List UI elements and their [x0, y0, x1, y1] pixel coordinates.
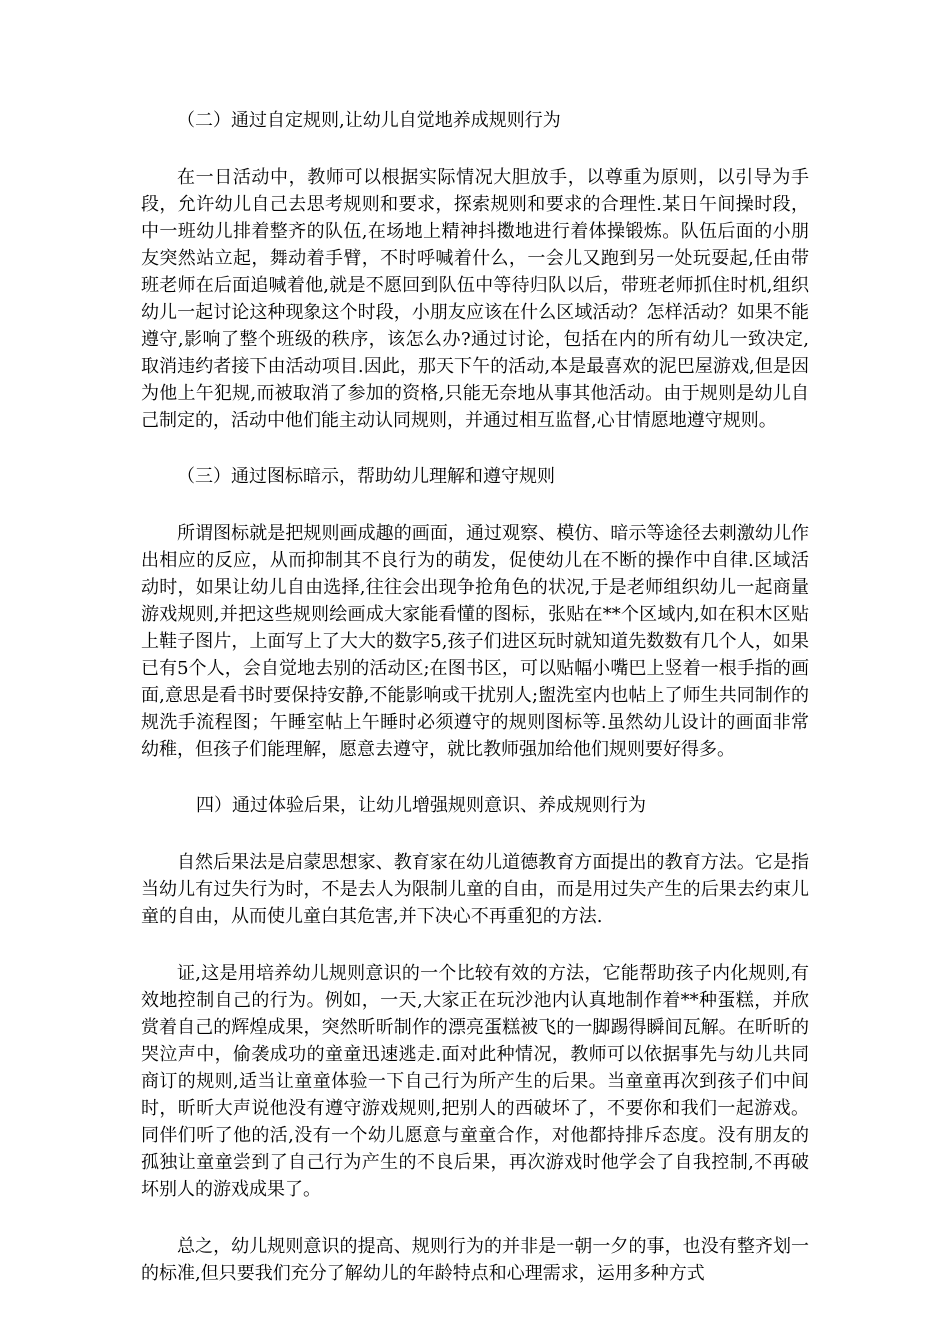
section-4-paragraph-1: 自然后果法是启蒙思想家、教育家在幼儿道德教育方面提出的教育方法。它是指当幼儿有过失行为时，不是去人为限制儿童的自由，而是用过失产生的后果去约束儿童的自由，从而使儿童白其危害,并下决心不再重犯的方法. [141, 852, 809, 927]
section-3-paragraph-1: 所谓图标就是把规则画成趣的画面，通过观察、模仿、暗示等途径去刺激幼儿作出相应的反应，从而抑制其不良行为的萌发，促使幼儿在不断的操作中自律.区域活动时，如果让幼儿自由选择,往往会出现争抢角色的状况,于是老师组织幼儿一起商量游戏规则,并把这些规则绘画成大家能看懂的图标，张贴在**个区域内,如在积木区贴上鞋子图片，上面写上了大大的数字5,孩子们进区玩时就知道先数数有几个人，如果已有5个人，会自觉地去别的活动区;在图书区，可以贴幅小嘴巴上竖着一根手指的画面,意思是看书时要保持安静,不能影响或干扰别人;盥洗室内也帖上了师生共同制作的规洗手流程图；午睡室帖上午睡时必须遵守的规则图标等.虽然幼儿设计的画面非常幼稚，但孩子们能理解，愿意去遵守，就比教师强加给他们规则要好得多。 [141, 523, 809, 760]
document-body [141, 108, 809, 1317]
section-4-paragraph-3: 总之，幼儿规则意识的提高、规则行为的并非是一朝一夕的事，也没有整齐划一的标准,但只要我们充分了解幼儿的年龄特点和心理需求，运用多种方式 [141, 1236, 809, 1284]
section-heading-2: （二）通过自定规则,让幼儿自觉地养成规则行为 [177, 110, 561, 131]
section-heading-3: （三）通过图标暗示，帮助幼儿理解和遵守规则 [177, 466, 555, 487]
section-4-paragraph-2: 证,这是用培养幼儿规则意识的一个比较有效的方法，它能帮助孩子内化规则,有效地控制自己的行为。例如，一天,大家正在玩沙池内认真地制作着**种蛋糕，并欣赏着自己的辉煌成果，突然昕昕制作的漂亮蛋糕被飞的一脚踢得瞬间瓦解。在昕昕的哭泣声中，偷袭成功的童童迅速逃走.面对此种情况，教师可以依据事先与幼儿共同商订的规则,适当让童童体验一下自己行为所产生的后果。当童童再次到孩子们中间时，昕昕大声说他没有遵守游戏规则,把别人的西破坏了，不要你和我们一起游戏。同伴们听了他的活,没有一个幼儿愿意与童童合作，对他都持排斥态度。没有朋友的孤独让童童尝到了自己行为产生的不良后果，再次游戏时他学会了自我控制,不再破坏别人的游戏成果了。 [141, 963, 809, 1200]
section-heading-4: 四）通过体验后果，让幼儿增强规则意识、养成规则行为 [196, 795, 646, 816]
section-2-paragraph-1: 在一日活动中，教师可以根据实际情况大胆放手，以尊重为原则，以引导为手段，允许幼儿自己去思考规则和要求，探索规则和要求的合理性.某日午间操时段，中一班幼儿排着整齐的队伍,在场地上精神抖擞地进行着体操锻炼。队伍后面的小朋友突然站立起，舞动着手臂，不时呼喊着什么，一会儿又跑到另一处玩耍起,任由带班老师在后面追喊着他,就是不愿回到队伍中等待归队以后，带班老师抓住时机,组织幼儿一起讨论这种现象这个时段，小朋友应该在什么区域活动？怎样活动？如果不能遵守,影响了整个班级的秩序，该怎么办?通过讨论，包括在内的所有幼儿一致决定,取消违约者接下由活动项目.因此，那天下午的活动,本是最喜欢的泥巴屋游戏,但是因为他上午犯规,而被取消了参加的资格,只能无奈地从事其他活动。由于规则是幼儿自己制定的，活动中他们能主动认同规则，并通过相互监督,心甘情愿地遵守规则。 [141, 167, 809, 431]
